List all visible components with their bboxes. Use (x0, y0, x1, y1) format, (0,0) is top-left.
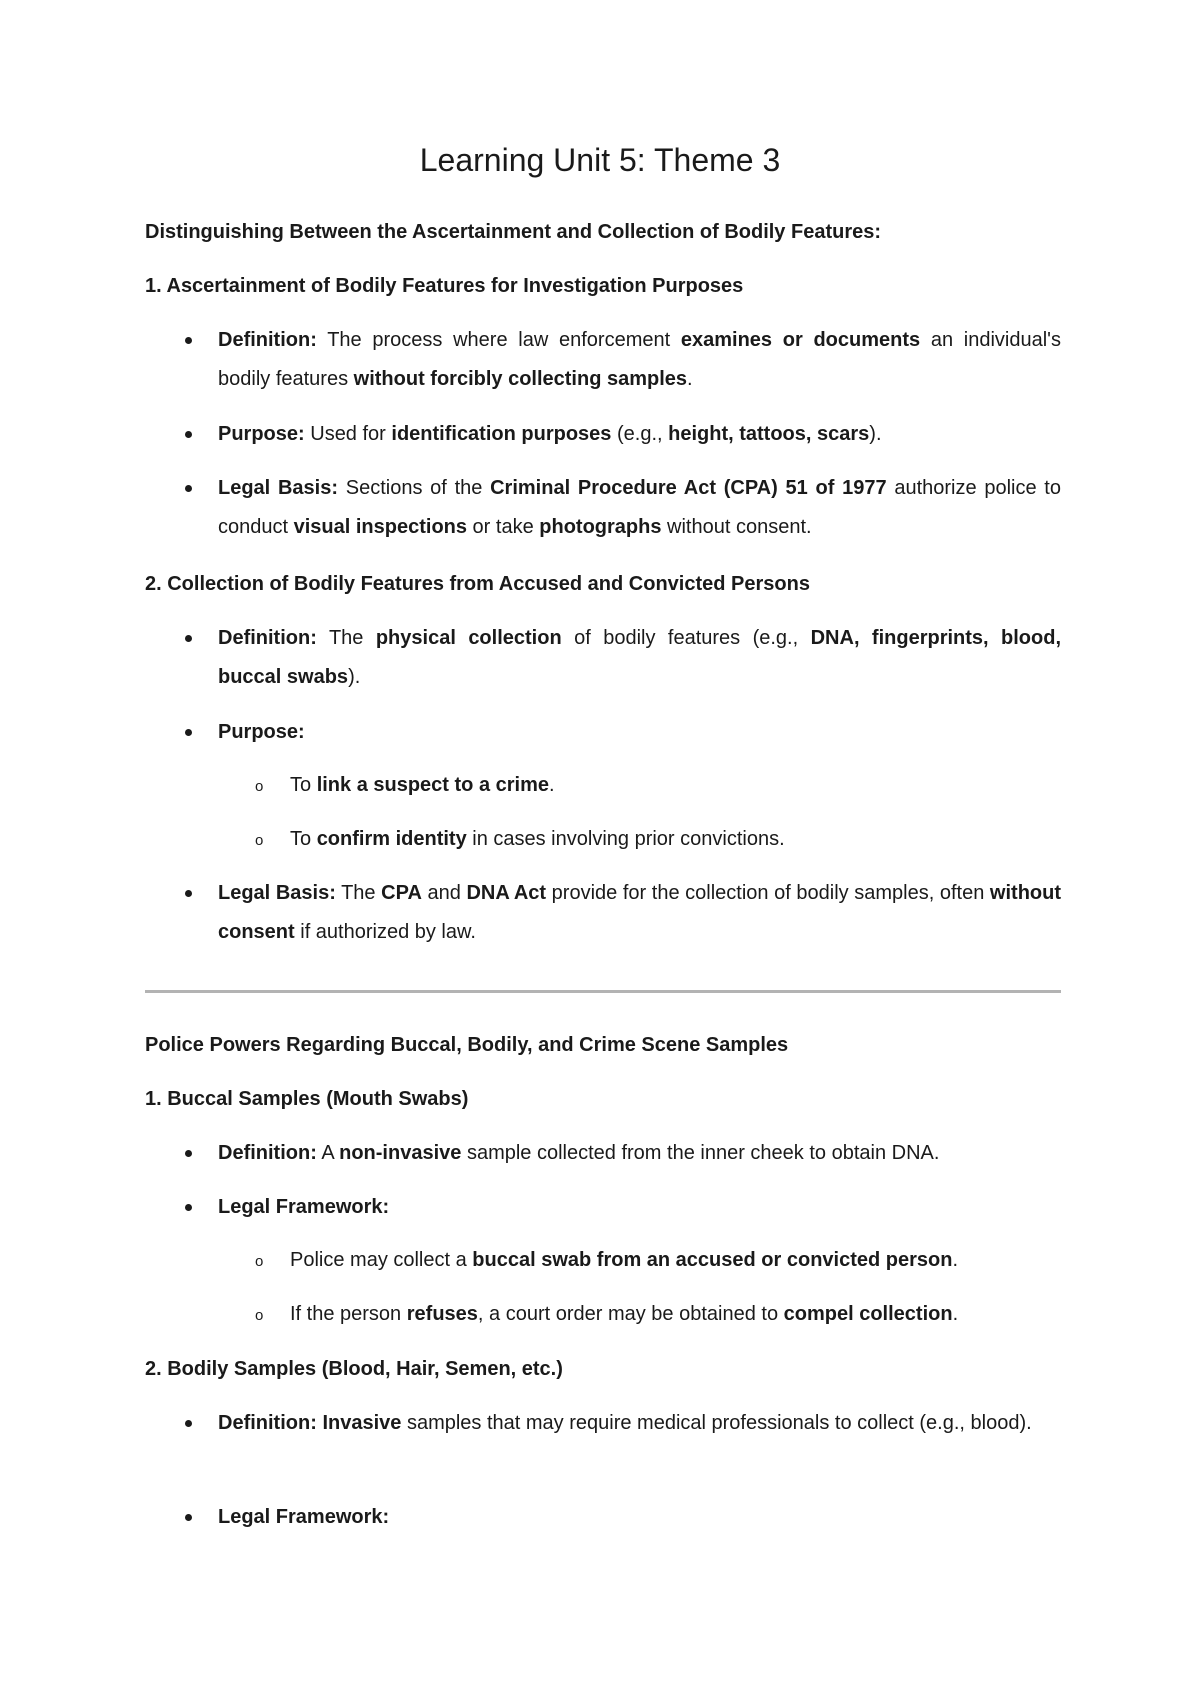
bullet-ascertainment-legal-basis (218, 469, 1061, 547)
bullet-label: Legal Framework: (218, 1506, 390, 1528)
bold-text: CPA (381, 882, 422, 904)
text: . (549, 774, 555, 796)
bullet-bodily-legal-framework (218, 1498, 1061, 1537)
bullet-label: Definition: (218, 1142, 317, 1164)
text: without consent. (661, 516, 812, 538)
section-heading-distinguishing: Distinguishing Between the Ascertainment and Collection of Bodily Features: (145, 221, 882, 243)
bold-text: examines or documents (680, 329, 921, 351)
text: in cases involving prior convictions. (466, 828, 785, 850)
text: provide for the collection of bodily samples, often (546, 882, 990, 904)
sub-bullet-refuses-court-order (290, 1300, 1060, 1328)
bold-text: DNA, fingerprints, blood, buccal swabs (218, 627, 1062, 688)
sub-bullet-link-suspect (290, 771, 1060, 799)
text: ). (869, 423, 882, 445)
bold-text: without forcibly collecting samples (353, 368, 688, 390)
bullet-label: Definition: (218, 627, 317, 649)
subheading-ascertainment: 1. Ascertainment of Bodily Features for Investigation Purposes (145, 275, 744, 297)
text: or take (467, 516, 540, 538)
bold-text: photographs (539, 516, 662, 538)
text: A (316, 1142, 340, 1164)
bold-text: identification purposes (391, 423, 612, 445)
bold-text: visual inspections (293, 516, 467, 538)
horizontal-divider (145, 990, 1061, 993)
text: sample collected from the inner cheek to obtain DNA. (461, 1142, 940, 1164)
text: Police may collect a (290, 1249, 473, 1271)
text: . (687, 368, 693, 390)
text: The (316, 627, 376, 649)
bold-text: Invasive (322, 1412, 402, 1434)
bold-text: DNA Act (466, 882, 547, 904)
text: . (952, 1249, 959, 1271)
text: of bodily features (e.g., (561, 627, 811, 649)
text: To (290, 774, 317, 796)
text: samples that may require medical professionals to collect (e.g., blood). (401, 1412, 1032, 1434)
bullet-buccal-legal-framework (218, 1188, 1061, 1227)
bullet-buccal-definition (218, 1134, 1061, 1173)
bold-text: compel collection (783, 1303, 953, 1325)
bullet-ascertainment-purpose (218, 415, 1061, 454)
text: The (335, 882, 382, 904)
bullet-collection-definition (218, 619, 1061, 697)
text: Sections of the (338, 477, 491, 499)
subheading-bodily-samples: 2. Bodily Samples (Blood, Hair, Semen, etc.) (145, 1358, 563, 1380)
bullet-ascertainment-definition (218, 321, 1061, 399)
bold-text: non-invasive (339, 1142, 462, 1164)
bullet-label: Legal Framework: (218, 1196, 390, 1218)
text: ). (348, 666, 361, 688)
text: If the person (290, 1303, 407, 1325)
bold-text: Criminal Procedure Act (CPA) 51 of 1977 (490, 477, 887, 499)
bold-text: buccal swab from an accused or convicted person (472, 1249, 953, 1271)
text: Used for (304, 423, 392, 445)
text: an individual's bodily features (218, 329, 1061, 390)
text: authorize police to conduct (218, 477, 1061, 538)
text: (e.g., (611, 423, 669, 445)
bullet-label: Definition: (218, 329, 317, 351)
section-heading-police-powers: Police Powers Regarding Buccal, Bodily, and Crime Scene Samples (145, 1034, 789, 1056)
sub-bullet-collect-buccal-swab (290, 1246, 1060, 1274)
text: and (421, 882, 467, 904)
text: The process where law enforcement (316, 329, 681, 351)
text: , a court order may be obtained to (477, 1303, 784, 1325)
bullet-label: Purpose: (218, 423, 305, 445)
bold-text: confirm identity (316, 828, 467, 850)
bullet-label: Legal Basis: (218, 477, 338, 499)
bold-text: refuses (406, 1303, 478, 1325)
bold-text: link a suspect to a crime (316, 774, 550, 796)
bullet-collection-purpose (218, 713, 1061, 752)
subheading-buccal-samples: 1. Buccal Samples (Mouth Swabs) (145, 1088, 469, 1110)
bold-text: height, tattoos, scars (668, 423, 870, 445)
text: To (290, 828, 317, 850)
subheading-collection: 2. Collection of Bodily Features from Accused and Convicted Persons (145, 573, 810, 595)
sub-bullet-confirm-identity (290, 825, 1060, 853)
page-title: Learning Unit 5: Theme 3 (419, 142, 781, 178)
text: if authorized by law. (294, 921, 476, 943)
text: . (952, 1303, 959, 1325)
bold-text: without consent (218, 882, 1062, 943)
bold-text: physical collection (375, 627, 562, 649)
bullet-label: Purpose: (218, 721, 305, 743)
bullet-collection-legal-basis (218, 874, 1061, 952)
bullet-label: Legal Basis: (218, 882, 336, 904)
bullet-bodily-definition (218, 1404, 1061, 1443)
bullet-label: Definition: (218, 1412, 317, 1434)
